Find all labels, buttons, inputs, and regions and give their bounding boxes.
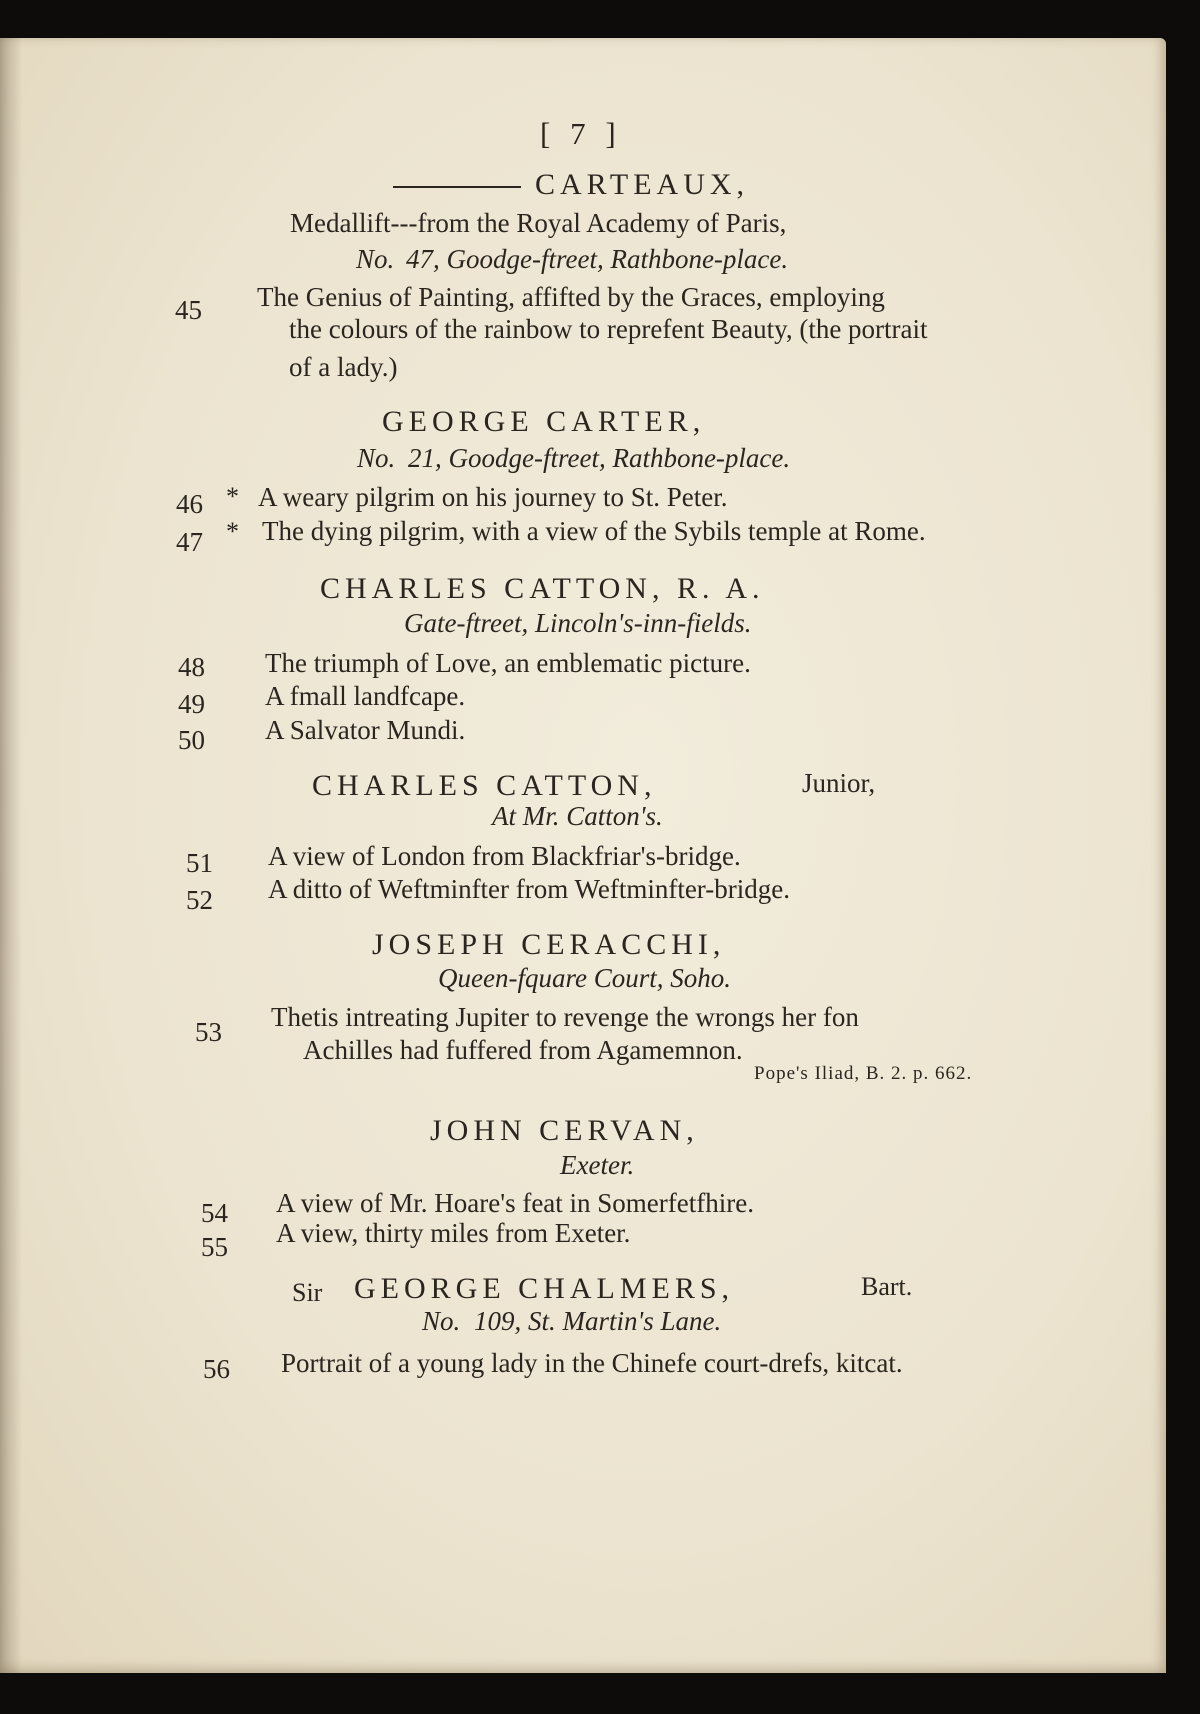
section-heading-charles-catton-junior: CHARLES CATTON,: [312, 769, 657, 802]
section-heading-john-cervan: JOHN CERVAN,: [430, 1114, 699, 1147]
section-address-no: No.: [356, 244, 395, 274]
section-address-john-cervan: Exeter.: [560, 1150, 635, 1180]
entry-citation: Pope's Iliad, B. 2. p. 662.: [754, 1063, 973, 1084]
entry-text-line: A weary pilgrim on his journey to St. Peter.: [258, 482, 728, 512]
entry-text-line: A ditto of Weftminfter from Weftminfter-bridge.: [268, 874, 790, 904]
entry-text-line: Thetis intreating Jupiter to revenge the wrongs her fon: [271, 1002, 859, 1032]
section-address-no: No.: [357, 443, 396, 473]
entry-text-line: Portrait of a young lady in the Chinefe court-drefs, kitcat.: [281, 1348, 903, 1378]
entry-number: 46: [176, 489, 203, 519]
entry-text-line: A fmall landfcape.: [265, 681, 466, 711]
entry-text-line: The Genius of Painting, affifted by the Graces, employing: [257, 282, 885, 312]
section-heading-george-chalmers: GEORGE CHALMERS,: [354, 1272, 735, 1305]
entry-number: 53: [195, 1017, 222, 1047]
section-address-no: No.: [422, 1306, 461, 1336]
entry-number: 56: [203, 1354, 230, 1384]
entry-text-line: The triumph of Love, an emblematic picture.: [265, 648, 751, 678]
section-heading-carteaux: CARTEAUX,: [535, 168, 750, 201]
entry-text-line: A view of London from Blackfriar's-bridge.: [268, 841, 741, 871]
entry-text-line: A view, thirty miles from Exeter.: [276, 1218, 631, 1248]
section-heading-suffix: Bart.: [861, 1272, 913, 1301]
section-subtitle-carteaux: Medallift---from the Royal Academy of Paris,: [290, 208, 787, 238]
entry-text-line: A view of Mr. Hoare's feat in Somerfetfhire.: [276, 1188, 754, 1218]
entry-text-line: A Salvator Mundi.: [265, 715, 466, 745]
section-heading-prefix: Sir: [292, 1278, 323, 1307]
section-heading-charles-catton: CHARLES CATTON, R. A.: [320, 572, 765, 605]
entry-number: 52: [186, 885, 213, 915]
section-address-charles-catton: Gate-ftreet, Lincoln's-inn-fields.: [404, 608, 752, 638]
entry-number: 50: [178, 725, 205, 755]
section-heading-george-carter: GEORGE CARTER,: [382, 405, 706, 438]
page-number: [ 7 ]: [540, 116, 622, 151]
section-address-george-carter: 21, Goodge-ftreet, Rathbone-place.: [408, 443, 791, 473]
entry-text-line: Achilles had fuffered from Agamemnon.: [303, 1035, 743, 1065]
entry-asterisk: *: [226, 482, 239, 511]
entry-number: 54: [201, 1198, 228, 1228]
entry-number: 45: [175, 295, 202, 325]
entry-text-line: The dying pilgrim, with a view of the Sybils temple at Rome.: [262, 516, 926, 546]
section-heading-suffix: Junior,: [802, 768, 876, 798]
section-heading-joseph-ceracchi: JOSEPH CERACCHI,: [372, 928, 726, 961]
section-address-joseph-ceracchi: Queen-fquare Court, Soho.: [438, 963, 731, 993]
entry-asterisk: *: [226, 517, 239, 546]
section-address-george-chalmers: 109, St. Martin's Lane.: [474, 1306, 722, 1336]
section-address-carteaux: 47, Goodge-ftreet, Rathbone-place.: [406, 244, 789, 274]
page-gutter-shadow: [0, 38, 22, 1673]
heading-dash: [393, 186, 521, 188]
entry-number: 51: [186, 848, 213, 878]
entry-number: 49: [178, 689, 205, 719]
section-address-charles-catton-junior: At Mr. Catton's.: [492, 801, 663, 831]
entry-number: 47: [176, 527, 203, 557]
entry-text-line: of a lady.): [289, 352, 398, 382]
entry-text-line: the colours of the rainbow to reprefent Beauty, (the portrait: [289, 314, 928, 344]
entry-number: 48: [178, 652, 205, 682]
entry-number: 55: [201, 1232, 228, 1262]
